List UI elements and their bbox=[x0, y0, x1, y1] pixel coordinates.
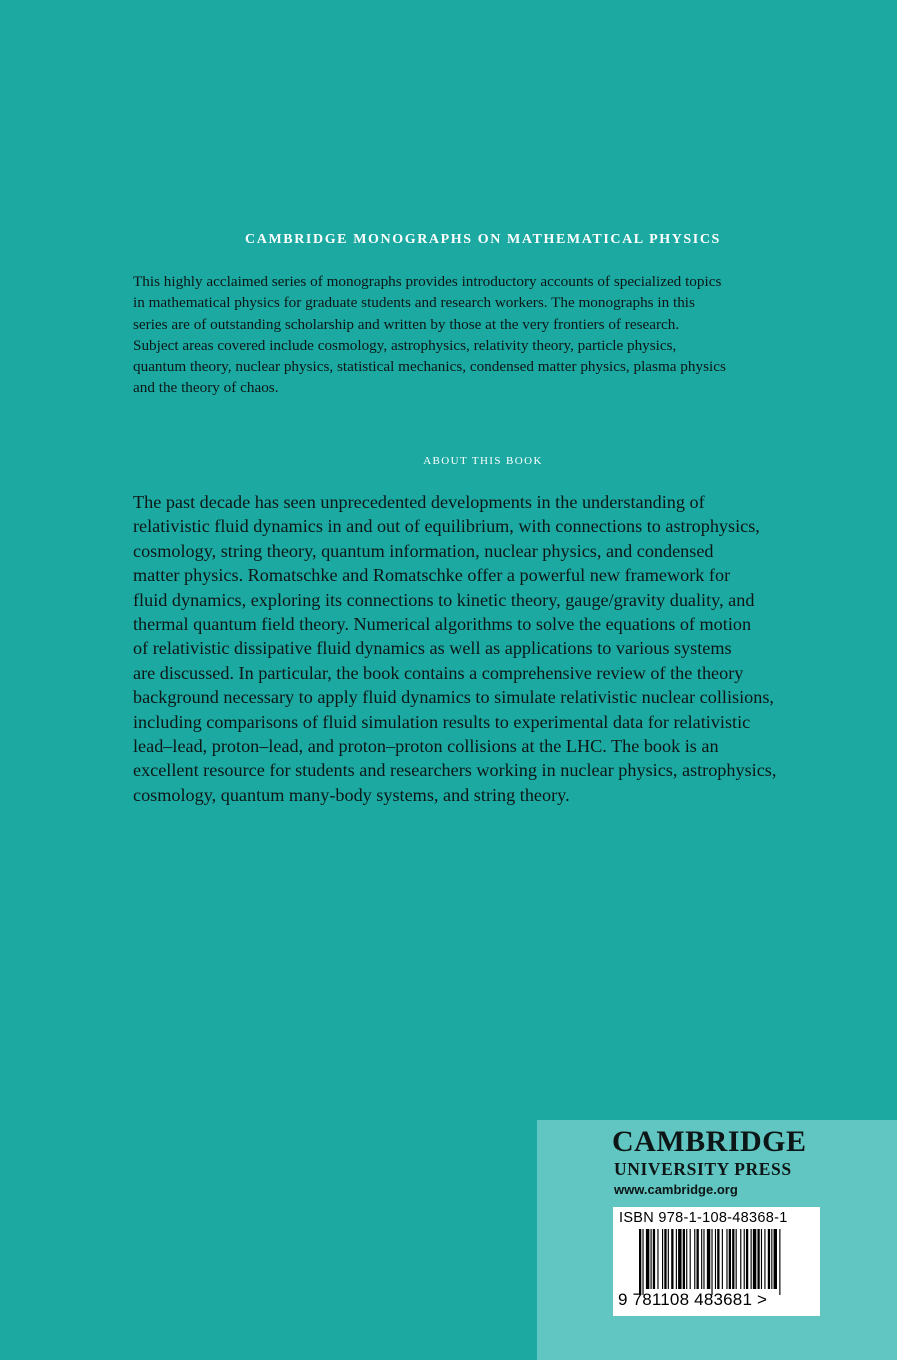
barcode-bar bbox=[744, 1229, 745, 1289]
barcode-bar bbox=[746, 1229, 748, 1289]
barcode-bar bbox=[676, 1229, 677, 1289]
about-line: thermal quantum field theory. Numerical algorithms to solve the equations of motion bbox=[133, 614, 752, 635]
series-line: and the theory of chaos. bbox=[133, 379, 279, 397]
barcode-bar bbox=[646, 1229, 649, 1289]
barcode-bar bbox=[736, 1229, 737, 1289]
series-line: in mathematical physics for graduate students and research workers. The monographs in this bbox=[133, 294, 695, 312]
barcode-bar bbox=[740, 1229, 741, 1289]
series-line: series are of outstanding scholarship and written by those at the very frontiers of research. bbox=[133, 315, 680, 333]
about-line: are discussed. In particular, the book contains a comprehensive review of the theory bbox=[133, 662, 744, 683]
barcode-bar bbox=[732, 1229, 734, 1289]
publisher-subtitle: UNIVERSITY PRESS bbox=[614, 1159, 792, 1179]
barcode-bar bbox=[717, 1229, 719, 1289]
about-line: fluid dynamics, exploring its connections to kinetic theory, gauge/gravity duality, and bbox=[133, 589, 755, 610]
barcode-bar bbox=[779, 1229, 780, 1295]
about-line: including comparisons of fluid simulation results to experimental data for relativistic bbox=[133, 711, 751, 732]
publisher-name: CAMBRIDGE bbox=[612, 1125, 807, 1158]
about-description bbox=[133, 490, 839, 807]
barcode-bar bbox=[671, 1229, 673, 1289]
barcode-digits: 9 781108 483681 > bbox=[618, 1290, 768, 1309]
barcode-bar bbox=[642, 1229, 643, 1295]
barcode-bar bbox=[662, 1229, 663, 1289]
barcode-bar bbox=[683, 1229, 685, 1289]
barcode-bar bbox=[651, 1229, 652, 1289]
publisher-url: www.cambridge.org bbox=[614, 1182, 738, 1197]
about-line: cosmology, quantum many-body systems, and string theory. bbox=[133, 784, 570, 805]
barcode-bar bbox=[701, 1229, 702, 1289]
barcode-bar bbox=[722, 1229, 723, 1289]
about-line: cosmology, string theory, quantum information, nuclear physics, and condensed bbox=[133, 540, 714, 561]
about-line: excellent resource for students and researchers working in nuclear physics, astrophysics, bbox=[133, 760, 777, 781]
barcode-bar bbox=[774, 1229, 777, 1289]
barcode-bar bbox=[697, 1229, 699, 1289]
barcode-bar bbox=[751, 1229, 752, 1289]
barcode-bar bbox=[668, 1229, 669, 1289]
barcode-bar bbox=[726, 1229, 727, 1289]
barcode-bar bbox=[771, 1229, 772, 1289]
barcode-bar bbox=[729, 1229, 731, 1289]
barcode-bar bbox=[711, 1229, 712, 1295]
series-line: Subject areas covered include cosmology, astrophysics, relativity theory, particle physics, bbox=[133, 336, 677, 354]
series-heading: CAMBRIDGE MONOGRAPHS ON MATHEMATICAL PHYSICS bbox=[245, 232, 721, 247]
barcode-bar bbox=[753, 1229, 756, 1289]
barcode-bar bbox=[657, 1229, 658, 1289]
barcode-bar bbox=[694, 1229, 695, 1289]
about-line: The past decade has seen unprecedented developments in the understanding of bbox=[133, 492, 705, 512]
series-line: This highly acclaimed series of monographs provides introductory accounts of specialized topics bbox=[133, 273, 722, 290]
barcode-bar bbox=[678, 1229, 681, 1289]
barcode-bar bbox=[757, 1229, 759, 1289]
barcode-bar bbox=[653, 1229, 655, 1289]
about-line: matter physics. Romatschke and Romatschke offer a powerful new framework for bbox=[133, 565, 731, 586]
barcode-bar bbox=[690, 1229, 691, 1289]
barcode-bar bbox=[686, 1229, 687, 1289]
barcode-bar bbox=[761, 1229, 762, 1289]
barcode-box bbox=[613, 1207, 820, 1316]
barcode-bar bbox=[768, 1229, 770, 1289]
barcode-bar bbox=[764, 1229, 765, 1289]
about-line: relativistic fluid dynamics in and out of equilibrium, with connections to astrophysics, bbox=[133, 516, 760, 537]
about-heading: ABOUT THIS BOOK bbox=[423, 455, 543, 467]
barcode-bar bbox=[664, 1229, 666, 1289]
barcode-bar bbox=[707, 1229, 710, 1289]
barcode-bar bbox=[703, 1229, 704, 1289]
isbn-label: ISBN 978-1-108-48368-1 bbox=[619, 1210, 788, 1226]
about-line: of relativistic dissipative fluid dynamics as well as applications to various systems bbox=[133, 638, 732, 659]
series-line: quantum theory, nuclear physics, statistical mechanics, condensed matter physics, plasma physics bbox=[133, 358, 726, 376]
barcode-bar bbox=[639, 1229, 641, 1295]
series-description bbox=[133, 271, 838, 399]
barcode-bar bbox=[715, 1229, 716, 1289]
about-line: lead–lead, proton–lead, and proton–proton collisions at the LHC. The book is an bbox=[133, 736, 719, 757]
about-line: background necessary to apply fluid dynamics to simulate relativistic nuclear collisions, bbox=[133, 687, 774, 708]
